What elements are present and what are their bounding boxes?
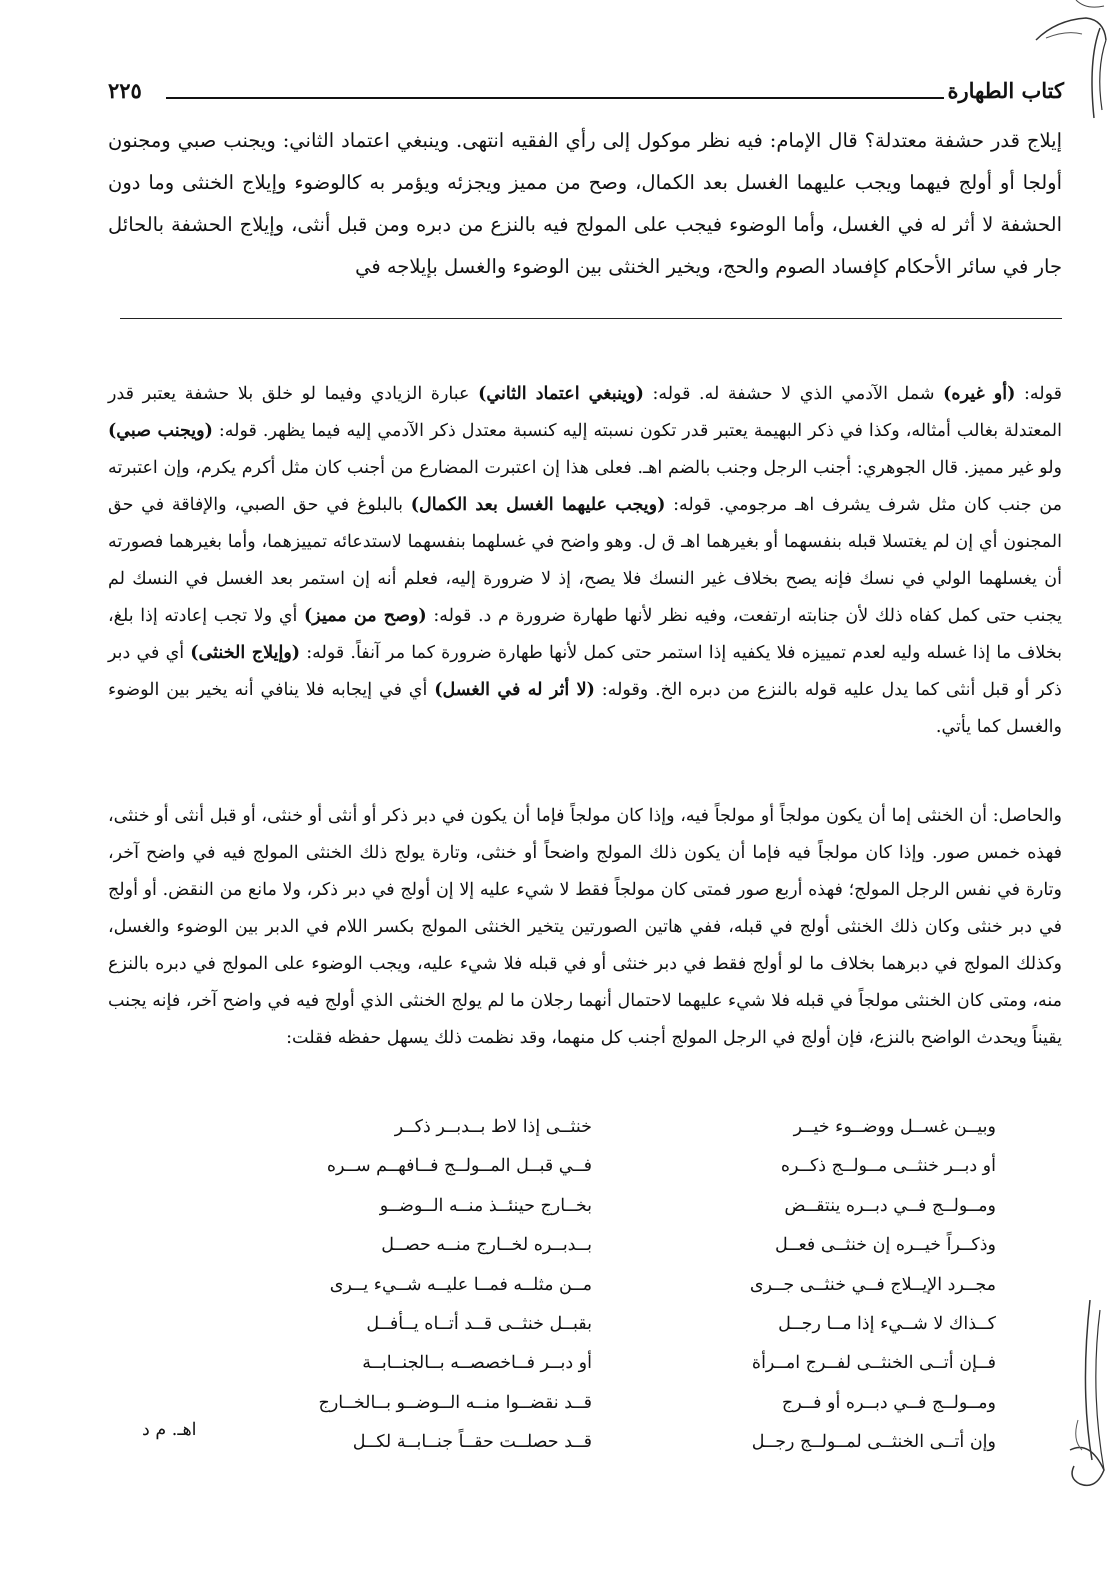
verse-first-half: وذكــراً خيــره إن خنثــى فعــل: [774, 1235, 996, 1256]
verse-second-half: بقبــل خنثــى قــد أتــاه يــأفــل: [366, 1313, 592, 1334]
verse-first-half: وبيــن غســل ووضــوء خيــر: [793, 1117, 996, 1137]
poem-line: [236, 1266, 996, 1305]
commentary-paragraph-1: [108, 376, 1062, 746]
verse-second-half: بــدبــره لخــارج منــه حصــل: [381, 1235, 592, 1256]
commentary-paragraph-2: والحاصل: أن الخنثى إما أن يكون مولجاً أو مولجاً فيه، وإذا كان مولجاً فإما أن يكون في دبر ذكر أو أنثى أو خنثى، أو قبل أنثى أو خنثى، فهذه خمس صور. وإذا كان مولجاً فيه فإما أن يكون ذلك المولج واضحاً أو خنثى، وتارة يولج ذلك الخنثى المولج فيه في واضح آخر، وتارة في نفس الرجل المولج؛ فهذه أربع صور فمتى كان مولجاً فقط لا شيء عليه إلا إن أولج في دبر ذكر، ولا مانع من النقض. أو أولج في دبر خنثى وكان ذلك الخنثى أولج في قبله، ففي هاتين الصورتين يتخير الخنثى المولج بكسر اللام في الدبر بين الوضوء والغسل، وكذلك المولج في دبرهما بخلاف ما لو أولج فقط في دبر خنثى أو في قبله فلا شيء عليه، ويجب الوضوء على المولج في دبره بالنزع منه، ومتى كان الخنثى مولجاً في قبله فلا شيء عليهما لاحتمال أنهما رجلان ما لم يولج الخنثى الذي أولج فيه في واضح آخر، فإنه يجنب يقيناً ويحدث الواضح بالنزع، فإن أولج في الرجل المولج أجنب كل منهما، وقد نظمت ذلك يسهل حفظه فقلت:: [108, 806, 1062, 1048]
attribution: اهـ. م د: [142, 1420, 197, 1440]
main-text: إيلاج قدر حشفة معتدلة؟ قال الإمام: فيه نظر موكول إلى رأي الفقيه انتهى. وينبغي اعتماد الثاني: ويجنب صبي ومجنون أولجا أو أولج فيهما ويجب عليهما الغسل بعد الكمال، وصح من مميز ويجزئه ويؤمر به كالوضوء وإيلاج الخنثى وما دون الحشفة لا أثر له في الغسل، وأما الوضوء فيجب على المولج فيه بالنزع من دبره ومن قبل أنثى، وإيلاج الحشفة بالحائل جار في سائر الأحكام كإفساد الصوم والحج، ويخير الخنثى بين الوضوء والغسل بإيلاجه في: [108, 129, 1062, 278]
text-run: أي في دبر ذكر أو قبل أنثى كما يدل عليه قوله بالنزع من دبره الخ. وقوله:: [108, 643, 1062, 700]
verse-second-half: فــي قبــل المــولــج فــافهــم ســره: [326, 1156, 592, 1177]
verse-first-half: وإن أتــى الخنثــى لمــولــج رجــل: [751, 1432, 996, 1453]
quote: (وصح من مميز): [304, 606, 427, 626]
text-run: قوله:: [1015, 384, 1062, 404]
verse-second-half: مــن مثلــه فمــا عليــه شــيء يــرى: [329, 1274, 592, 1295]
verse-first-half: فــإن أتــى الخنثــى لفــرج امــرأة: [751, 1353, 996, 1374]
verse-second-half: خنثــى إذا لاط بــدبــر ذكــر: [394, 1117, 592, 1137]
quote: (ويجب عليهما الغسل بعد الكمال): [410, 495, 666, 515]
quote: (لا أثر له في الغسل): [434, 680, 595, 700]
text-run: أي ولا تجب إعادته إذا بلغ، بخلاف ما إذا غسله وليه لعدم تمييزه فلا يكفيه إذا استمر حتى كمل لأنها طهارة ضرورة كما مر آنفاً. قوله:: [108, 606, 1062, 663]
poem-line: [236, 1384, 996, 1423]
poem-line: [236, 1423, 996, 1462]
header-rule: [166, 97, 944, 99]
text-run: ولو غير مميز. قال الجوهري: أجنب الرجل وجنب بالضم اهـ. فعلى هذا إن اعتبرت المضارع من أجنب كان مثل أكرم يكرم، وإن اعتبرته من جنب كان مثل شرف يشرف اهـ مرجومي. قوله:: [108, 458, 1062, 515]
text-run: أي في إيجابه فلا ينافي أنه يخير بين الوضوء والغسل كما يأتي.: [108, 680, 1062, 737]
verse-first-half: أو دبــر خنثــى مــولــج ذكــره: [780, 1156, 996, 1177]
separator-rule: [120, 318, 1062, 319]
poem-line: [236, 1344, 996, 1383]
verse-first-half: ومــولــج فــي دبــره أو فــرج: [781, 1392, 996, 1413]
text-run: شمل الآدمي الذي لا حشفة له. قوله:: [643, 384, 944, 404]
quote: (أو غيره): [943, 384, 1016, 404]
text-run: بالبلوغ في حق الصبي، والإفاقة في حق المجنون أي إن لم يغتسلا قبله بنفسهما أو بغيرهما اهـ ق ل. وهو واضح في غسلهما بنفسهما لاستدعائه تمييزهما، وأما بغيرهما فصورته أن يغسلهما الولي في نسك فإنه يصح بخلاف غير النسك فلا يصح، إذ لا ضرورة إليه، فعلم أنه إن استمر بعد الغسل في النسك لم يجنب حتى كمل كفاه ذلك لأن جنابته ارتفعت، وفيه نظر لأنها طهارة ضرورة م د. قوله:: [108, 495, 1062, 626]
quote: (وينبغي اعتماد الثاني): [478, 384, 644, 404]
poem-line: [236, 1108, 996, 1147]
page-number: ٢٢٥: [108, 78, 142, 103]
verse-first-half: كــذاك لا شــيء إذا مــا رجــل: [778, 1313, 996, 1334]
chapter-title: كتاب الطهارة: [947, 78, 1064, 103]
quote: (وإيلاج الخنثى): [190, 643, 301, 663]
text-run: عبارة الزيادي وفيما لو خلق بلا حشفة يعتبر قدر المعتدلة بغالب أمثاله، وكذا في ذكر البهيمة يعتبر قدر تكون نسبته إليه كنسبة معتدل ذكر الآدمي إليه فيما يظهر. قوله:: [108, 384, 1062, 441]
scroll-ornament-bottom-icon: [1060, 1300, 1108, 1500]
verse-first-half: ومــولــج فــي دبــره ينتقــض: [784, 1195, 996, 1216]
verse-first-half: مجــرد الإيــلاج فــي خنثــى جــرى: [749, 1274, 996, 1295]
quote: (ويجنب صبي): [108, 421, 213, 441]
verse-second-half: قــد حصلــت حقــاً جنــابــة لكــل: [352, 1432, 592, 1453]
poem-line: [236, 1226, 996, 1265]
poem-line: [236, 1147, 996, 1186]
poem-line: [236, 1305, 996, 1344]
verse-second-half: قــد نقضــوا منــه الــوضــو بــالخــارج: [318, 1392, 592, 1413]
verse-second-half: أو دبــر فــاخصصــه بــالجنــابــة: [362, 1353, 592, 1374]
verse-second-half: بخــارج حينئــذ منــه الــوضــو: [379, 1195, 592, 1216]
poem: [236, 1108, 996, 1463]
poem-line: [236, 1187, 996, 1226]
page-header: [108, 70, 1064, 116]
